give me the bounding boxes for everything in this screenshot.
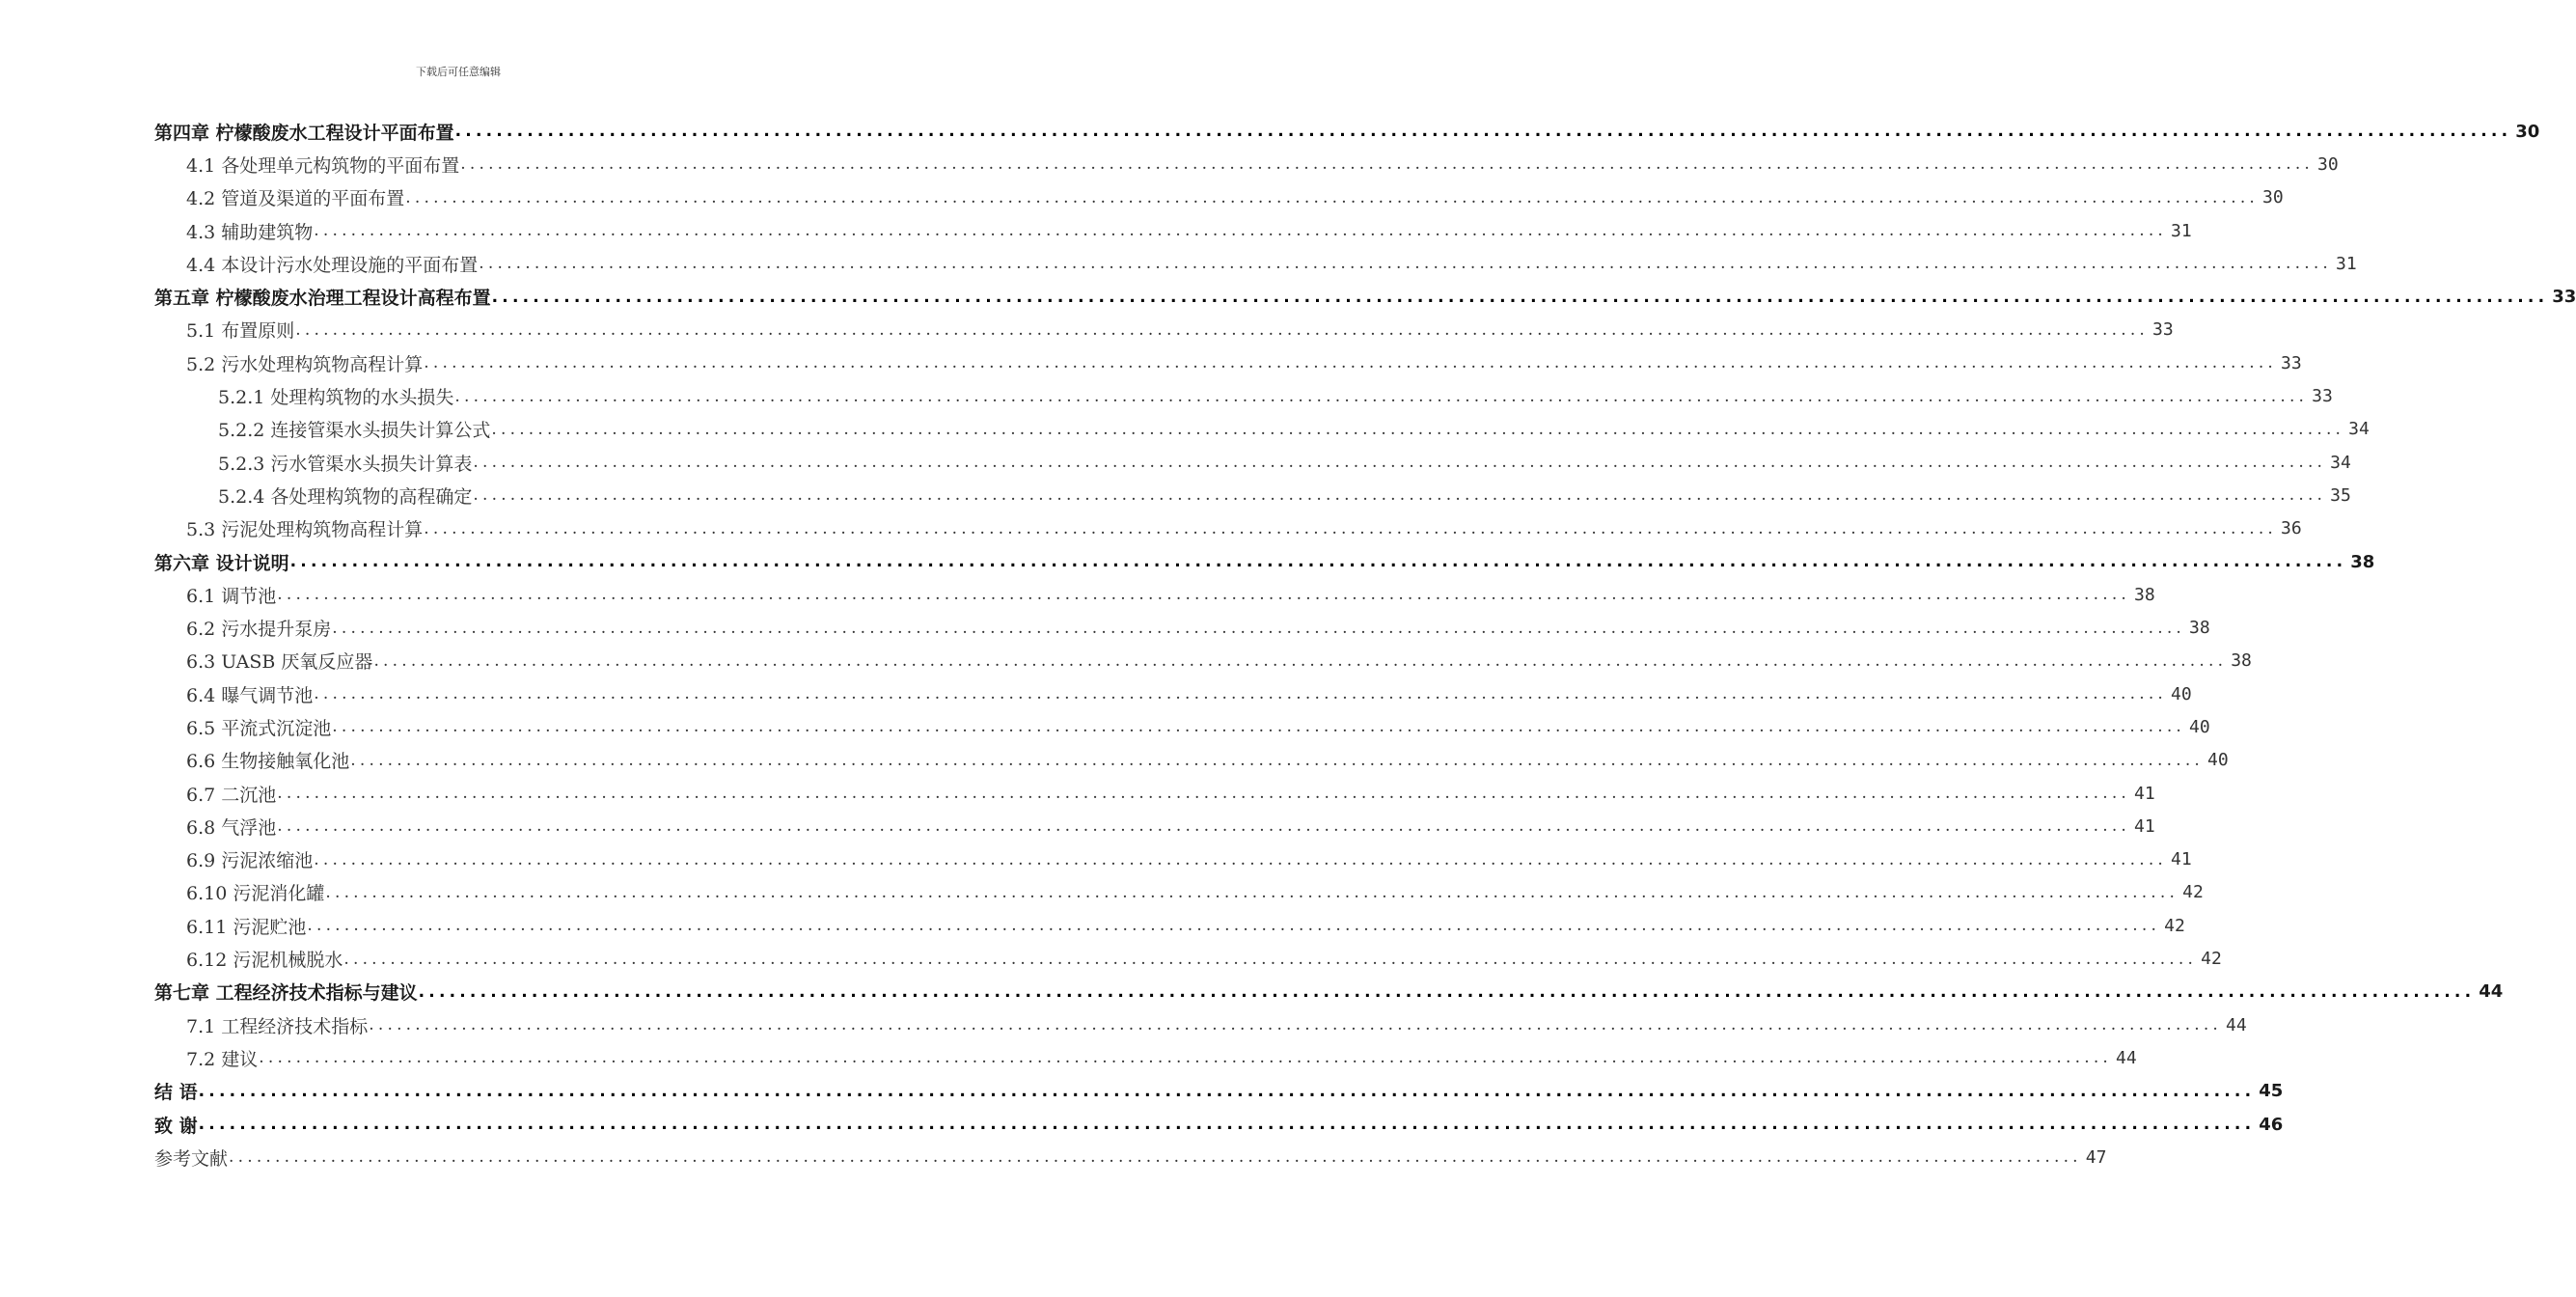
- toc-dot-leader: ........................................................................................................................................................................................................: [491, 419, 2345, 439]
- toc-entry-page-number: 40: [2171, 683, 2192, 704]
- toc-dot-leader: ........................................................................................................................................................................................................: [343, 949, 2198, 969]
- toc-entry-title: 4.3 辅助建筑物: [186, 221, 314, 243]
- toc-entry-title: 6.3 UASB 厌氧反应器: [186, 651, 373, 674]
- toc-entry-page-number: 41: [2171, 849, 2192, 870]
- toc-entry[interactable]: [154, 942, 2222, 975]
- toc-entry-title: 6.11 污泥贮池: [186, 916, 307, 938]
- toc-entry-title: 参考文献: [154, 1147, 229, 1170]
- toc-entry-title: 致 谢: [154, 1115, 198, 1137]
- table-of-contents: [154, 115, 2576, 1174]
- toc-dot-leader: ........................................................................................................................................................................................................: [314, 849, 2168, 869]
- toc-entry[interactable]: [154, 446, 2351, 479]
- toc-entry[interactable]: [154, 710, 2210, 743]
- toc-dot-leader: ........................................................................................................................................................................................................: [405, 187, 2260, 207]
- toc-entry-page-number: 41: [2134, 783, 2155, 804]
- toc-entry-title: 第五章 柠檬酸废水治理工程设计高程布置: [154, 288, 491, 310]
- toc-entry[interactable]: [154, 976, 2504, 1008]
- toc-entry[interactable]: [154, 247, 2357, 280]
- toc-entry[interactable]: [154, 1008, 2247, 1041]
- toc-dot-leader: ........................................................................................................................................................................................................: [479, 254, 2333, 274]
- toc-dot-leader: ........................................................................................................................................................................................................: [418, 981, 2476, 1002]
- toc-dot-leader: ........................................................................................................................................................................................................: [314, 684, 2168, 704]
- toc-entry[interactable]: [154, 645, 2252, 677]
- toc-dot-leader: ........................................................................................................................................................................................................: [454, 122, 2512, 142]
- toc-entry[interactable]: [154, 148, 2339, 180]
- toc-dot-leader: ........................................................................................................................................................................................................: [277, 784, 2131, 804]
- toc-dot-leader: ........................................................................................................................................................................................................: [473, 485, 2327, 506]
- toc-entry-title: 7.1 工程经济技术指标: [186, 1015, 369, 1037]
- toc-entry-title: 6.5 平流式沉淀池: [186, 717, 332, 739]
- toc-entry-page-number: 44: [2116, 1047, 2137, 1068]
- toc-entry-title: 6.4 曝气调节池: [186, 684, 314, 706]
- toc-entry[interactable]: [154, 214, 2192, 247]
- page-header-note: 下载后可任意编辑: [416, 66, 501, 78]
- toc-dot-leader: ........................................................................................................................................................................................................: [424, 518, 2278, 538]
- toc-entry[interactable]: [154, 545, 2375, 578]
- toc-entry-page-number: 40: [2189, 716, 2210, 737]
- toc-entry-title: 5.3 污泥处理构筑物高程计算: [186, 519, 424, 541]
- toc-dot-leader: ........................................................................................................................................................................................................: [295, 319, 2150, 340]
- toc-entry-title: 4.4 本设计污水处理设施的平面布置: [186, 254, 479, 276]
- toc-dot-leader: ........................................................................................................................................................................................................: [373, 650, 2228, 671]
- toc-dot-leader: ........................................................................................................................................................................................................: [198, 1115, 2256, 1135]
- toc-entry[interactable]: [154, 578, 2155, 611]
- toc-entry[interactable]: [154, 876, 2204, 909]
- toc-dot-leader: ........................................................................................................................................................................................................: [332, 717, 2186, 737]
- toc-dot-leader: ........................................................................................................................................................................................................: [325, 882, 2179, 902]
- toc-entry-title: 6.2 污水提升泵房: [186, 619, 332, 641]
- toc-entry[interactable]: [154, 1108, 2284, 1141]
- toc-dot-leader: ........................................................................................................................................................................................................: [473, 453, 2327, 473]
- toc-entry-title: 5.2.4 各处理构筑物的高程确定: [218, 485, 473, 508]
- toc-entry-page-number: 34: [2348, 419, 2370, 440]
- toc-dot-leader: ........................................................................................................................................................................................................: [350, 750, 2205, 770]
- toc-entry[interactable]: [154, 777, 2155, 810]
- toc-entry-page-number: 30: [2515, 121, 2540, 142]
- toc-entry-page-number: 44: [2479, 981, 2504, 1003]
- toc-dot-leader: ........................................................................................................................................................................................................: [424, 353, 2278, 373]
- toc-entry[interactable]: [154, 677, 2192, 710]
- toc-entry-title: 7.2 建议: [186, 1048, 259, 1070]
- toc-entry-title: 6.12 污泥机械脱水: [186, 950, 343, 972]
- toc-entry-page-number: 42: [2201, 949, 2222, 970]
- toc-entry-title: 5.2 污水处理构筑物高程计算: [186, 353, 424, 375]
- toc-entry-title: 4.2 管道及渠道的平面布置: [186, 188, 405, 210]
- toc-entry-title: 第四章 柠檬酸废水工程设计平面布置: [154, 122, 454, 144]
- toc-entry-page-number: 47: [2085, 1146, 2107, 1168]
- toc-entry-title: 第七章 工程经济技术指标与建议: [154, 982, 418, 1005]
- toc-entry-title: 5.2.1 处理构筑物的水头损失: [218, 387, 454, 409]
- toc-entry-title: 6.7 二沉池: [186, 784, 277, 806]
- toc-entry[interactable]: [154, 611, 2210, 644]
- toc-dot-leader: ........................................................................................................................................................................................................: [332, 618, 2186, 638]
- toc-dot-leader: ........................................................................................................................................................................................................: [198, 1081, 2256, 1101]
- toc-entry-page-number: 30: [2262, 187, 2284, 208]
- toc-entry-page-number: 33: [2152, 319, 2174, 341]
- toc-dot-leader: ........................................................................................................................................................................................................: [289, 552, 2347, 571]
- toc-dot-leader: ........................................................................................................................................................................................................: [454, 386, 2309, 406]
- toc-entry[interactable]: [154, 810, 2155, 842]
- toc-entry[interactable]: [154, 280, 2576, 313]
- toc-entry-title: 6.8 气浮池: [186, 816, 277, 839]
- toc-dot-leader: ........................................................................................................................................................................................................: [491, 287, 2549, 307]
- toc-entry-page-number: 30: [2317, 153, 2339, 175]
- toc-entry-page-number: 36: [2281, 518, 2302, 539]
- toc-entry[interactable]: [154, 909, 2185, 942]
- toc-entry-page-number: 38: [2231, 650, 2252, 672]
- toc-entry-title: 6.1 调节池: [186, 585, 277, 607]
- toc-dot-leader: ........................................................................................................................................................................................................: [314, 221, 2168, 241]
- toc-entry-title: 6.9 污泥浓缩池: [186, 850, 314, 872]
- toc-entry[interactable]: [154, 346, 2302, 379]
- toc-entry[interactable]: [154, 744, 2229, 777]
- toc-entry-page-number: 42: [2164, 915, 2185, 936]
- toc-entry-title: 5.2.2 连接管渠水头损失计算公式: [218, 420, 491, 442]
- toc-dot-leader: ........................................................................................................................................................................................................: [229, 1147, 2082, 1168]
- toc-entry-page-number: 38: [2350, 551, 2375, 572]
- toc-entry[interactable]: [154, 1141, 2107, 1173]
- toc-dot-leader: ........................................................................................................................................................................................................: [369, 1015, 2223, 1035]
- toc-entry-page-number: 38: [2189, 618, 2210, 639]
- toc-entry-page-number: 46: [2259, 1114, 2284, 1135]
- toc-entry[interactable]: [154, 314, 2174, 346]
- toc-entry-page-number: 31: [2171, 220, 2192, 241]
- toc-entry-page-number: 31: [2336, 253, 2357, 274]
- toc-entry-page-number: 33: [2281, 352, 2302, 373]
- toc-entry[interactable]: [154, 843, 2192, 876]
- toc-entry-title: 6.6 生物接触氧化池: [186, 751, 350, 773]
- toc-entry-page-number: 33: [2552, 287, 2576, 308]
- toc-dot-leader: ........................................................................................................................................................................................................: [259, 1048, 2113, 1068]
- toc-dot-leader: ........................................................................................................................................................................................................: [277, 816, 2131, 837]
- toc-entry-page-number: 40: [2207, 750, 2229, 771]
- toc-entry[interactable]: [154, 1075, 2284, 1108]
- toc-entry-title: 4.1 各处理单元构筑物的平面布置: [186, 154, 460, 177]
- toc-entry-page-number: 44: [2226, 1014, 2247, 1035]
- toc-dot-leader: ........................................................................................................................................................................................................: [277, 585, 2131, 605]
- toc-entry[interactable]: [154, 181, 2284, 214]
- toc-entry[interactable]: [154, 115, 2540, 148]
- toc-entry-page-number: 33: [2312, 386, 2333, 407]
- toc-entry-title: 5.2.3 污水管渠水头损失计算表: [218, 453, 473, 475]
- toc-entry-page-number: 35: [2330, 484, 2351, 506]
- toc-entry-title: 6.10 污泥消化罐: [186, 883, 325, 905]
- toc-dot-leader: ........................................................................................................................................................................................................: [307, 916, 2161, 936]
- toc-entry-page-number: 38: [2134, 584, 2155, 605]
- toc-entry[interactable]: [154, 1041, 2137, 1074]
- toc-entry[interactable]: [154, 413, 2370, 446]
- toc-entry-title: 第六章 设计说明: [154, 552, 289, 574]
- toc-entry-title: 结 语: [154, 1082, 198, 1104]
- toc-entry-page-number: 41: [2134, 815, 2155, 837]
- toc-entry-page-number: 45: [2259, 1081, 2284, 1102]
- toc-dot-leader: ........................................................................................................................................................................................................: [460, 154, 2315, 175]
- toc-entry[interactable]: [154, 379, 2333, 412]
- toc-entry-title: 5.1 布置原则: [186, 320, 295, 343]
- toc-entry[interactable]: [154, 479, 2351, 511]
- toc-entry-page-number: 34: [2330, 452, 2351, 473]
- toc-entry-page-number: 42: [2182, 882, 2204, 903]
- toc-entry[interactable]: [154, 512, 2302, 545]
